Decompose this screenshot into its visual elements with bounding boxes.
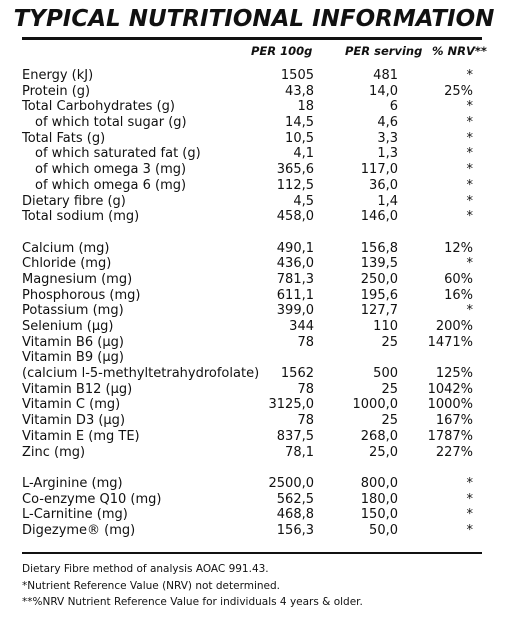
per-serving-value: 127,7 xyxy=(360,303,398,319)
per-serving-value: 500 xyxy=(373,366,398,382)
per-serving-value xyxy=(330,350,398,366)
per-serving-value: 6 xyxy=(389,99,398,115)
bottom-divider xyxy=(22,552,482,554)
per-100g-value: 562,5 xyxy=(276,491,314,507)
row-spacer xyxy=(400,225,473,241)
per-serving-value: 36,0 xyxy=(369,177,398,193)
per-100g-value: 78 xyxy=(297,381,314,397)
nutrient-label: Total sodium (mg) xyxy=(22,209,140,225)
nrv-value: * xyxy=(466,162,473,178)
per-serving-value: 25 xyxy=(381,381,398,397)
per-100g-value: 78 xyxy=(297,413,314,429)
nrv-value: * xyxy=(466,475,473,491)
nrv-value: * xyxy=(466,177,473,193)
nrv-value: 16% xyxy=(444,287,473,303)
nrv-value: * xyxy=(466,209,473,225)
per-100g-value: 490,1 xyxy=(276,240,314,256)
per-serving-column xyxy=(330,68,398,539)
footnotes xyxy=(22,561,363,611)
header-nrv: % NRV** xyxy=(432,44,487,58)
row-spacer xyxy=(330,225,398,241)
per-serving-value: 195,6 xyxy=(360,287,398,303)
nrv-value: 200% xyxy=(435,319,473,334)
nutrient-label: Dietary fibre (g) xyxy=(22,193,126,209)
footnote: Dietary Fibre method of analysis AOAC 991.43. xyxy=(22,563,269,575)
nrv-value: * xyxy=(466,193,473,209)
nrv-value: 1471% xyxy=(427,334,473,350)
per-100g-value: 611,1 xyxy=(276,287,314,303)
per-100g-value: 781,3 xyxy=(276,271,314,287)
per-serving-value: 1,4 xyxy=(377,193,398,209)
header-per-100g: PER 100g xyxy=(251,44,313,58)
nrv-value: * xyxy=(466,522,473,538)
footnote: *Nutrient Reference Value (NRV) not determined. xyxy=(22,579,280,592)
nrv-value: * xyxy=(466,507,473,523)
nrv-value: * xyxy=(466,115,473,131)
per-serving-value: 268,0 xyxy=(360,428,398,444)
row-spacer xyxy=(22,225,259,241)
nutrient-label: Co-enzyme Q10 (mg) xyxy=(22,491,162,507)
nutrient-label: Vitamin C (mg) xyxy=(22,397,121,413)
nrv-value: 167% xyxy=(435,413,473,429)
row-spacer xyxy=(400,460,473,476)
per-serving-value: 156,8 xyxy=(360,240,398,256)
per-100g-value: 344 xyxy=(289,319,314,334)
nutrient-label: of which total sugar (g) xyxy=(35,115,187,131)
per-100g-value: 468,8 xyxy=(276,507,314,523)
per-serving-value: 117,0 xyxy=(360,162,398,178)
nutrient-label: of which omega 6 (mg) xyxy=(35,177,187,193)
per-serving-value: 25 xyxy=(381,413,398,429)
nrv-value: 25% xyxy=(444,83,473,99)
nrv-column xyxy=(400,68,473,539)
nrv-value: * xyxy=(466,99,473,115)
per-100g-value: 3125,0 xyxy=(268,397,314,413)
nutrient-label: Calcium (mg) xyxy=(22,240,110,256)
nrv-value: * xyxy=(466,68,473,83)
nutrient-label: Total Fats (g) xyxy=(22,130,106,146)
per-100g-value: 10,5 xyxy=(285,130,314,146)
per-100g-column xyxy=(230,68,314,539)
row-spacer xyxy=(22,460,259,476)
nutrient-label: Vitamin B9 (µg) xyxy=(22,350,124,366)
per-serving-value: 50,0 xyxy=(369,522,398,538)
per-100g-value: 43,8 xyxy=(285,83,314,99)
nutrient-label: L-Arginine (mg) xyxy=(22,475,123,491)
nrv-value: * xyxy=(466,491,473,507)
nrv-value: 60% xyxy=(444,271,473,287)
per-serving-value: 800,0 xyxy=(360,475,398,491)
per-serving-value: 1,3 xyxy=(377,146,398,162)
nrv-value: 125% xyxy=(435,366,473,382)
nutrient-label: Vitamin E (mg TE) xyxy=(22,428,140,444)
nrv-value xyxy=(400,350,473,366)
per-serving-value: 150,0 xyxy=(360,507,398,523)
nutrient-label: Total Carbohydrates (g) xyxy=(22,99,175,115)
nutrient-label: Digezyme® (mg) xyxy=(22,522,136,538)
per-100g-value: 2500,0 xyxy=(268,475,314,491)
per-serving-value: 180,0 xyxy=(360,491,398,507)
nutrient-label: L-Carnitine (mg) xyxy=(22,507,128,523)
per-serving-value: 14,0 xyxy=(369,83,398,99)
top-divider xyxy=(22,37,482,40)
per-serving-value: 4,6 xyxy=(377,115,398,131)
per-serving-value: 481 xyxy=(373,68,398,83)
nutrient-label: (calcium l-5-methyltetrahydrofolate) xyxy=(22,366,260,382)
per-serving-value: 250,0 xyxy=(360,271,398,287)
per-100g-value: 4,1 xyxy=(293,146,314,162)
per-100g-value xyxy=(230,350,314,366)
per-serving-value: 25 xyxy=(381,334,398,350)
nrv-value: 1787% xyxy=(427,428,473,444)
nutrient-label: Energy (kJ) xyxy=(22,68,94,83)
per-serving-value: 25,0 xyxy=(369,444,398,460)
per-100g-value: 837,5 xyxy=(276,428,314,444)
nutrient-label: Vitamin B12 (µg) xyxy=(22,381,133,397)
nutrient-label: of which omega 3 (mg) xyxy=(35,162,187,178)
nutrient-label: Magnesium (mg) xyxy=(22,271,133,287)
per-serving-value: 146,0 xyxy=(360,209,398,225)
per-serving-value: 110 xyxy=(373,319,398,334)
header-per-serving: PER serving xyxy=(345,44,423,58)
per-100g-value: 78 xyxy=(297,334,314,350)
per-100g-value: 1505 xyxy=(280,68,314,83)
nutrient-label: Zinc (mg) xyxy=(22,444,86,460)
nutrient-label: Chloride (mg) xyxy=(22,256,112,272)
per-100g-value: 18 xyxy=(297,99,314,115)
per-100g-value: 4,5 xyxy=(293,193,314,209)
per-100g-value: 1562 xyxy=(280,366,314,382)
per-100g-value: 436,0 xyxy=(276,256,314,272)
nutrient-label: Vitamin B6 (µg) xyxy=(22,334,124,350)
per-100g-value: 156,3 xyxy=(276,522,314,538)
row-spacer xyxy=(230,225,314,241)
per-serving-value: 1000,0 xyxy=(352,397,398,413)
nrv-value: 1000% xyxy=(427,397,473,413)
nutrient-label: Protein (g) xyxy=(22,83,91,99)
nutrient-label: Selenium (µg) xyxy=(22,319,114,334)
nutrient-label: of which saturated fat (g) xyxy=(35,146,201,162)
nutrient-label: Vitamin D3 (µg) xyxy=(22,413,126,429)
nrv-value: 12% xyxy=(444,240,473,256)
nutrient-label: Phosphorous (mg) xyxy=(22,287,141,303)
nrv-value: 227% xyxy=(435,444,473,460)
per-100g-value: 458,0 xyxy=(276,209,314,225)
per-100g-value: 399,0 xyxy=(276,303,314,319)
nrv-value: * xyxy=(466,256,473,272)
per-100g-value: 112,5 xyxy=(276,177,314,193)
per-serving-value: 139,5 xyxy=(360,256,398,272)
nutrient-label: Potassium (mg) xyxy=(22,303,124,319)
per-100g-value: 78,1 xyxy=(285,444,314,460)
nrv-value: 1042% xyxy=(427,381,473,397)
per-100g-value: 14,5 xyxy=(285,115,314,131)
footnote: **%NRV Nutrient Reference Value for individuals 4 years & older. xyxy=(22,596,363,608)
nrv-value: * xyxy=(466,130,473,146)
row-spacer xyxy=(230,460,314,476)
per-serving-value: 3,3 xyxy=(377,130,398,146)
page-title: TYPICAL NUTRITIONAL INFORMATION xyxy=(13,6,495,32)
nrv-value: * xyxy=(466,303,473,319)
row-spacer xyxy=(330,460,398,476)
nutrient-label-column xyxy=(22,68,259,539)
per-100g-value: 365,6 xyxy=(276,162,314,178)
nrv-value: * xyxy=(466,146,473,162)
